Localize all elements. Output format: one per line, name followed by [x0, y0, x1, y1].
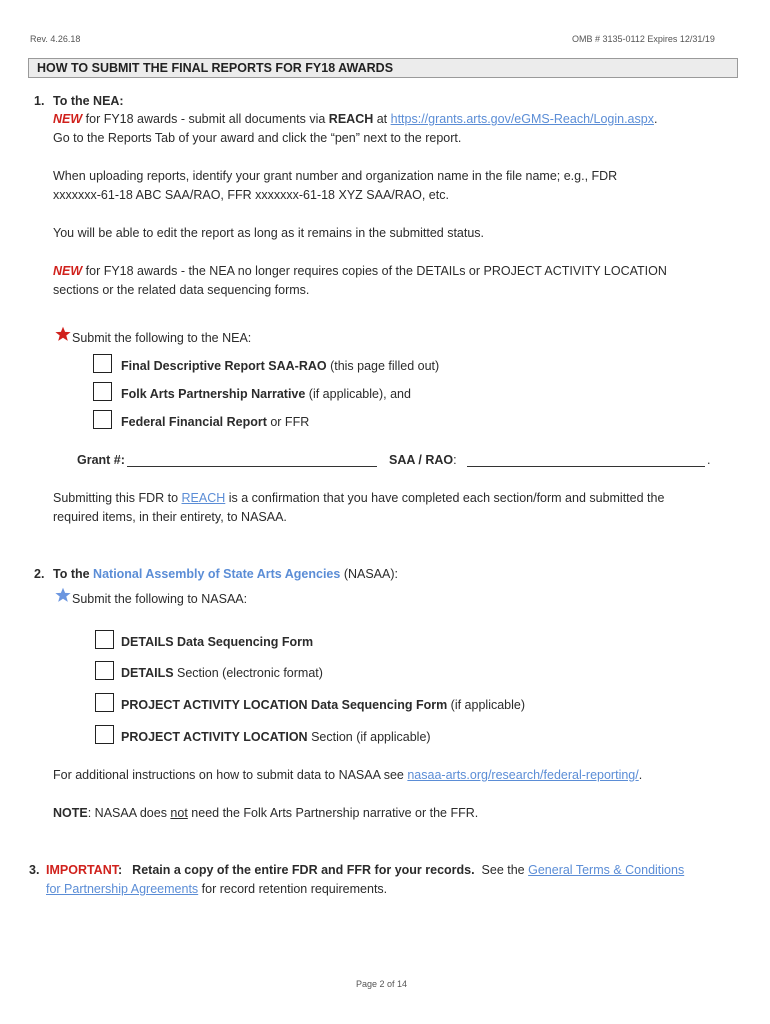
checkbox-project-activity-section[interactable]: [95, 725, 114, 744]
new-badge: NEW: [53, 264, 83, 278]
checkbox-federal-financial-report[interactable]: [93, 410, 112, 429]
reach-login-link[interactable]: https://grants.arts.gov/eGMS-Reach/Login.aspx: [390, 112, 654, 126]
saa-rao-text: SAA / RAO: [389, 453, 454, 467]
checkbox-label: [121, 385, 411, 404]
revision-label: Rev. 4.26.18: [30, 34, 81, 44]
section1-para1: [53, 110, 657, 129]
para1-text: for FY18 awards - submit all documents via: [82, 112, 329, 126]
checkbox-label: [121, 728, 431, 747]
note-text-b: need the Folk Arts Partnership narrative or the FFR.: [187, 806, 479, 820]
section1-para3: You will be able to edit the report as long as it remains in the submitted status.: [53, 226, 485, 240]
section1-heading: To the NEA:: [53, 94, 124, 108]
section3-line2: [46, 880, 387, 899]
saa-colon: :: [453, 453, 457, 467]
checkbox-label: [121, 413, 309, 432]
retention-text: for record retention requirements.: [198, 882, 388, 896]
section3-number: 3.: [29, 863, 40, 877]
section1-number: 1.: [34, 94, 45, 108]
checkbox-label: [121, 633, 313, 652]
section1-para4-line2: sections or the related data sequencing forms.: [53, 283, 310, 297]
note-label: NOTE: [53, 806, 88, 820]
general-terms-link[interactable]: General Terms & Conditions: [528, 863, 685, 877]
item-title: PROJECT ACTIVITY LOCATION: [121, 730, 308, 744]
instr-text: For additional instructions on how to submit data to NASAA see: [53, 768, 408, 782]
item-note: (if applicable), and: [305, 387, 411, 401]
heading-text: To the: [53, 567, 94, 581]
item-note: (this page filled out): [326, 359, 440, 373]
section2-submit-label: Submit the following to NASAA:: [72, 592, 248, 606]
note-not: not: [170, 806, 188, 820]
section1-para1-line2: Go to the Reports Tab of your award and click the “pen” next to the report.: [53, 131, 462, 145]
section1-confirmation-line2: required items, in their entirety, to NASAA.: [53, 510, 287, 524]
section2-instructions: [53, 766, 642, 785]
section1-para2-line2: xxxxxxx-61-18 ABC SAA/RAO, FFR xxxxxxx-61-18 XYZ SAA/RAO, etc.: [53, 188, 449, 202]
checkbox-label: [121, 696, 525, 715]
confirm-text-b: is a confirmation that you have completed each section/form and submitted the: [225, 491, 665, 505]
checkbox-details-data-sequencing[interactable]: [95, 630, 114, 649]
page-number: Page 2 of 14: [356, 979, 408, 989]
checkbox-label: [121, 357, 439, 376]
partnership-agreements-link[interactable]: for Partnership Agreements: [46, 882, 199, 896]
page-title: HOW TO SUBMIT THE FINAL REPORTS FOR FY18 AWARDS: [37, 61, 394, 75]
heading-text-b: (NASAA):: [340, 567, 398, 581]
see-text: See the: [474, 863, 529, 877]
section1-submit-label: Submit the following to the NEA:: [72, 331, 252, 345]
item-note: Section (electronic format): [173, 666, 323, 680]
nasaa-link[interactable]: National Assembly of State Arts Agencies: [93, 567, 341, 581]
item-note: or FFR: [266, 415, 310, 429]
checkbox-folk-arts-narrative[interactable]: [93, 382, 112, 401]
item-title: DETAILS Data Sequencing Form: [121, 635, 314, 649]
para1-text-c: .: [653, 112, 658, 126]
item-title: DETAILS: [121, 666, 174, 680]
section3-line1: [46, 861, 684, 880]
omb-label: OMB # 3135-0112 Expires 12/31/19: [572, 34, 715, 44]
saa-rao-label: [389, 451, 457, 470]
checkbox-final-descriptive-report[interactable]: [93, 354, 112, 373]
new-badge: NEW: [53, 112, 83, 126]
section2-heading: [53, 565, 398, 584]
instr-text-b: .: [638, 768, 643, 782]
note-text: : NASAA does: [87, 806, 171, 820]
item-title: Federal Financial Report: [121, 415, 267, 429]
checkbox-details-section[interactable]: [95, 661, 114, 680]
checkbox-label: [121, 664, 323, 683]
important-colon: :: [118, 863, 123, 877]
nasaa-reporting-link[interactable]: nasaa-arts.org/research/federal-reporting/: [407, 768, 639, 782]
checkbox-project-activity-sequencing[interactable]: [95, 693, 114, 712]
blue-star-icon: [55, 587, 71, 603]
reach-link[interactable]: REACH: [181, 491, 226, 505]
saa-end-period: .: [707, 453, 711, 467]
item-note: Section (if applicable): [307, 730, 431, 744]
title-bar: [28, 58, 738, 78]
section1-confirmation: [53, 489, 664, 508]
confirm-text: Submitting this FDR to: [53, 491, 182, 505]
grant-number-label: Grant #:: [77, 453, 125, 467]
para1-text-b: at: [373, 112, 391, 126]
red-star-icon: [55, 326, 71, 342]
item-title: Folk Arts Partnership Narrative: [121, 387, 306, 401]
section1-para2-line1: When uploading reports, identify your grant number and organization name in the file name; e.g., FDR: [53, 169, 618, 183]
saa-rao-field[interactable]: [467, 466, 705, 467]
retain-text: Retain a copy of the entire FDR and FFR for your records.: [132, 863, 475, 877]
item-note: (if applicable): [447, 698, 526, 712]
section2-number: 2.: [34, 567, 45, 581]
section2-note: [53, 804, 478, 823]
item-title: PROJECT ACTIVITY LOCATION Data Sequencing Form: [121, 698, 448, 712]
section1-para4: [53, 262, 667, 281]
para4-text: for FY18 awards - the NEA no longer requires copies of the DETAILs or PROJECT ACTIVITY LOCATION: [82, 264, 667, 278]
grant-number-field[interactable]: [127, 466, 377, 467]
item-title: Final Descriptive Report SAA-RAO: [121, 359, 327, 373]
important-label: IMPORTANT: [46, 863, 118, 877]
reach-text: REACH: [328, 112, 374, 126]
